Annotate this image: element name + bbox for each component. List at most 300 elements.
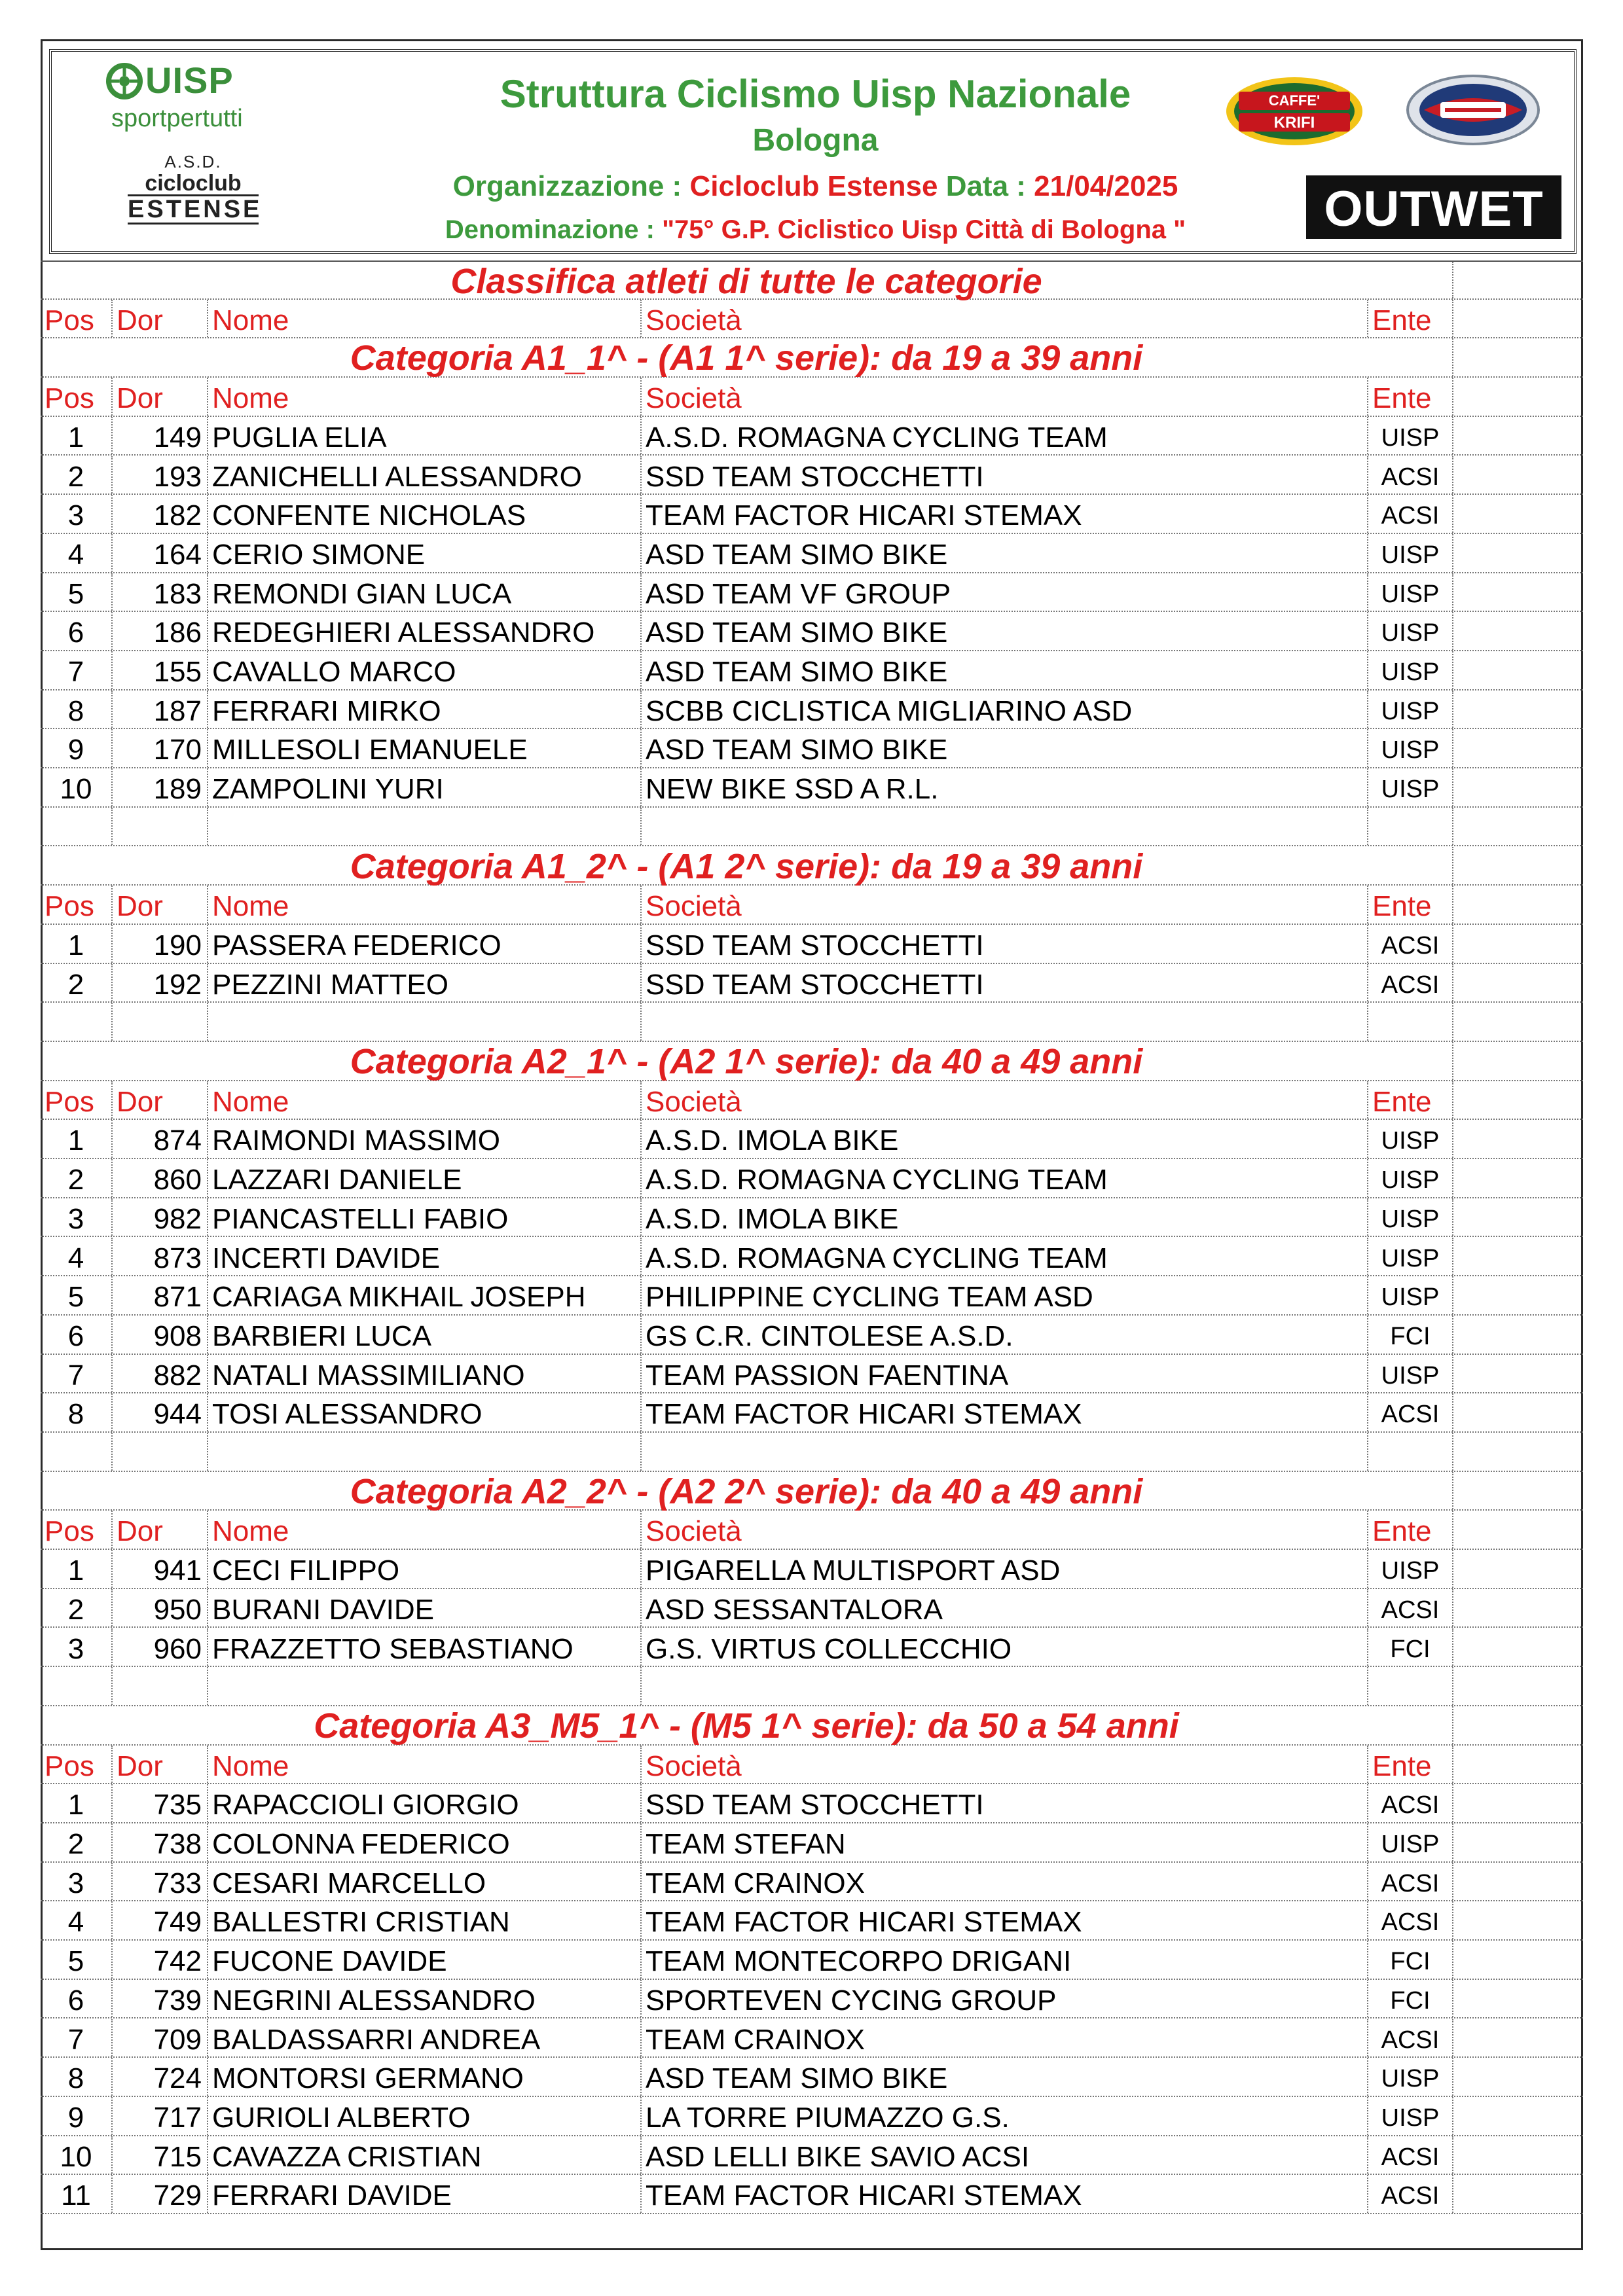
cell-dor: 149 [113, 417, 208, 455]
cell-pos: 9 [41, 2097, 113, 2135]
cell-societa: NEW BIKE SSD A R.L. [642, 768, 1368, 806]
estense-asd: A.S.D. [164, 152, 222, 171]
table-row [41, 1823, 1583, 1863]
table-row [41, 417, 1583, 456]
cell-nome: PIANCASTELLI FABIO [208, 1198, 642, 1236]
cell-pos: 1 [41, 925, 113, 963]
header-nome: Nome [208, 300, 642, 338]
cell-societa: SCBB CICLISTICA MIGLIARINO ASD [642, 691, 1368, 728]
blank-cell [1453, 808, 1583, 846]
blank-cell [1368, 1433, 1453, 1471]
header-nome: Nome [208, 1511, 642, 1549]
table-row [41, 1941, 1583, 1980]
krifi-bottom-text: KRIFI [1273, 114, 1315, 132]
table-row [41, 1393, 1583, 1433]
header-dor: Dor [113, 378, 208, 416]
denomination-label: Denominazione : [445, 215, 655, 244]
header-societa: Società [642, 1746, 1368, 1784]
cell-extra [1453, 2097, 1583, 2135]
cell-ente: UISP [1368, 2058, 1453, 2096]
cell-dor: 950 [113, 1589, 208, 1627]
blank-cell [113, 1003, 208, 1041]
cell-societa: A.S.D. ROMAGNA CYCLING TEAM [642, 1238, 1368, 1276]
cell-extra [1453, 2019, 1583, 2057]
estense-cicloclub: cicloclub [145, 171, 242, 196]
cell-dor: 882 [113, 1355, 208, 1393]
table-row [41, 1628, 1583, 1668]
cell-dor: 982 [113, 1198, 208, 1236]
cell-pos: 9 [41, 729, 113, 767]
cell-ente: UISP [1368, 1355, 1453, 1393]
cell-extra [1453, 534, 1583, 572]
category-title [41, 1706, 1583, 1746]
cell-ente: UISP [1368, 534, 1453, 572]
cell-dor: 871 [113, 1276, 208, 1314]
cell-nome: MONTORSI GERMANO [208, 2058, 642, 2096]
cell-dor: 739 [113, 1980, 208, 2018]
outwet-wordmark: OUTWET [1324, 181, 1544, 237]
cell-ente: UISP [1368, 651, 1453, 689]
blank-row [41, 808, 1583, 847]
header-dor: Dor [113, 1081, 208, 1119]
uisp-tagline: sportpertutti [111, 105, 243, 132]
blank-cell [1368, 808, 1453, 846]
cell-pos: 3 [41, 495, 113, 533]
cell-nome: BURANI DAVIDE [208, 1589, 642, 1627]
cell-nome: ZANICHELLI ALESSANDRO [208, 456, 642, 494]
cell-nome: PEZZINI MATTEO [208, 964, 642, 1002]
cell-societa: ASD TEAM SIMO BIKE [642, 729, 1368, 767]
cell-extra [1453, 417, 1583, 455]
cell-dor: 941 [113, 1550, 208, 1588]
blank-cell [1453, 1667, 1583, 1705]
cell-nome: NATALI MASSIMILIANO [208, 1355, 642, 1393]
cell-societa: LA TORRE PIUMAZZO G.S. [642, 2097, 1368, 2135]
header-societa: Società [642, 1081, 1368, 1119]
table-row [41, 1316, 1583, 1355]
cell-dor: 960 [113, 1628, 208, 1666]
blank-cell [642, 808, 1368, 846]
cell-nome: BALDASSARRI ANDREA [208, 2019, 642, 2057]
header-nome: Nome [208, 1746, 642, 1784]
table-row [41, 573, 1583, 613]
cell-extra [1453, 1941, 1583, 1979]
category-title-extra-cell [1453, 1472, 1583, 1510]
cell-nome: PUGLIA ELIA [208, 417, 642, 455]
cell-extra [1453, 768, 1583, 806]
cell-extra [1453, 1823, 1583, 1861]
cell-ente: UISP [1368, 612, 1453, 650]
cell-nome: RAPACCIOLI GIORGIO [208, 1784, 642, 1822]
cell-nome: REDEGHIERI ALESSANDRO [208, 612, 642, 650]
cell-extra [1453, 1901, 1583, 1939]
header-dor: Dor [113, 1746, 208, 1784]
column-header-row [41, 378, 1583, 417]
cell-societa: ASD LELLI BIKE SAVIO ACSI [642, 2136, 1368, 2174]
table-row [41, 2136, 1583, 2176]
header-dor: Dor [113, 886, 208, 924]
cell-nome: FUCONE DAVIDE [208, 1941, 642, 1979]
cell-nome: FERRARI MIRKO [208, 691, 642, 728]
cell-pos: 6 [41, 1316, 113, 1354]
cell-ente: FCI [1368, 1980, 1453, 2018]
cell-ente: ACSI [1368, 964, 1453, 1002]
header-title: Struttura Ciclismo Uisp Nazionale [500, 72, 1131, 116]
header-pos: Pos [41, 1511, 113, 1549]
cell-dor: 170 [113, 729, 208, 767]
cell-nome: CARIAGA MIKHAIL JOSEPH [208, 1276, 642, 1314]
caffe-krifi-logo [1224, 75, 1365, 147]
header-pos: Pos [41, 300, 113, 338]
cell-ente: UISP [1368, 1159, 1453, 1197]
cell-ente: ACSI [1368, 2019, 1453, 2057]
cell-dor: 189 [113, 768, 208, 806]
cell-extra [1453, 1120, 1583, 1158]
header-ente: Ente [1368, 378, 1453, 416]
cell-extra [1453, 1550, 1583, 1588]
cell-extra [1453, 651, 1583, 689]
header-extra-cell [1453, 1081, 1583, 1119]
category-title-extra-cell [1453, 847, 1583, 885]
cell-dor: 874 [113, 1120, 208, 1158]
cell-nome: CESARI MARCELLO [208, 1863, 642, 1901]
cell-ente: ACSI [1368, 456, 1453, 494]
table-row [41, 651, 1583, 691]
cell-societa: SSD TEAM STOCCHETTI [642, 925, 1368, 963]
estense-name: ESTENSE [128, 196, 263, 223]
cell-societa: TEAM CRAINOX [642, 2019, 1368, 2057]
blank-cell [1453, 1003, 1583, 1041]
table-title-text: Classifica atleti di tutte le categorie [41, 262, 1453, 298]
blank-cell [208, 1003, 642, 1041]
table-row [41, 1784, 1583, 1823]
header-extra-cell [1453, 1511, 1583, 1549]
cell-pos: 1 [41, 1784, 113, 1822]
cell-dor: 735 [113, 1784, 208, 1822]
cell-pos: 5 [41, 573, 113, 611]
cell-extra [1453, 1393, 1583, 1431]
blank-row [41, 1667, 1583, 1706]
category-title [41, 847, 1583, 886]
cell-dor: 186 [113, 612, 208, 650]
table-row [41, 2097, 1583, 2136]
cell-societa: TEAM FACTOR HICARI STEMAX [642, 495, 1368, 533]
cell-societa: SPORTEVEN CYCING GROUP [642, 1980, 1368, 2018]
cell-pos: 7 [41, 651, 113, 689]
header-ente: Ente [1368, 1511, 1453, 1549]
cell-societa: PHILIPPINE CYCLING TEAM ASD [642, 1276, 1368, 1314]
cell-pos: 8 [41, 691, 113, 728]
cell-pos: 2 [41, 1589, 113, 1627]
cell-societa: TEAM MONTECORPO DRIGANI [642, 1941, 1368, 1979]
cell-ente: ACSI [1368, 925, 1453, 963]
cell-nome: NEGRINI ALESSANDRO [208, 1980, 642, 2018]
cell-dor: 187 [113, 691, 208, 728]
cell-pos: 3 [41, 1863, 113, 1901]
cell-nome: CONFENTE NICHOLAS [208, 495, 642, 533]
cell-extra [1453, 612, 1583, 650]
header-city: Bologna [752, 123, 879, 158]
category-title-text: Categoria A2_2^ - (A2 2^ serie): da 40 a 49 anni [41, 1472, 1453, 1510]
cell-extra [1453, 1784, 1583, 1822]
column-header-row [41, 1511, 1583, 1550]
blank-cell [642, 1667, 1368, 1705]
header-extra-cell [1453, 300, 1583, 338]
cell-pos: 7 [41, 1355, 113, 1393]
column-header-row [41, 1081, 1583, 1121]
cell-ente: UISP [1368, 1550, 1453, 1588]
cell-societa: ASD TEAM SIMO BIKE [642, 612, 1368, 650]
cell-extra [1453, 729, 1583, 767]
cell-extra [1453, 495, 1583, 533]
outwet-logo [1306, 175, 1561, 239]
cell-extra [1453, 2136, 1583, 2174]
cell-pos: 6 [41, 1980, 113, 2018]
category-title-text: Categoria A1_1^ - (A1 1^ serie): da 19 a 39 anni [41, 338, 1453, 376]
cell-nome: CAVAZZA CRISTIAN [208, 2136, 642, 2174]
table-row [41, 1550, 1583, 1589]
cell-societa: A.S.D. IMOLA BIKE [642, 1198, 1368, 1236]
cell-ente: ACSI [1368, 1393, 1453, 1431]
header-societa: Società [642, 886, 1368, 924]
cell-extra [1453, 456, 1583, 494]
cell-societa: ASD TEAM SIMO BIKE [642, 534, 1368, 572]
sponsor-badge-logo [1404, 73, 1542, 147]
cell-nome: CERIO SIMONE [208, 534, 642, 572]
cell-societa: A.S.D. ROMAGNA CYCLING TEAM [642, 417, 1368, 455]
cell-pos: 2 [41, 456, 113, 494]
header-ente: Ente [1368, 300, 1453, 338]
cell-extra [1453, 1355, 1583, 1393]
table-row [41, 1901, 1583, 1941]
cell-societa: SSD TEAM STOCCHETTI [642, 456, 1368, 494]
cell-societa: ASD TEAM VF GROUP [642, 573, 1368, 611]
header-nome: Nome [208, 378, 642, 416]
cell-nome: CAVALLO MARCO [208, 651, 642, 689]
header-dor: Dor [113, 1511, 208, 1549]
blank-cell [41, 1667, 113, 1705]
cell-pos: 1 [41, 417, 113, 455]
table-title-extra-cell [1453, 262, 1583, 298]
table-row [41, 456, 1583, 495]
cell-societa: ASD TEAM SIMO BIKE [642, 2058, 1368, 2096]
cell-ente: FCI [1368, 1628, 1453, 1666]
cell-dor: 709 [113, 2019, 208, 2057]
table-row [41, 925, 1583, 964]
header-societa: Società [642, 378, 1368, 416]
cell-ente: UISP [1368, 1238, 1453, 1276]
cell-nome: ZAMPOLINI YURI [208, 768, 642, 806]
org-value: Cicloclub Estense [689, 170, 938, 202]
table-row [41, 1159, 1583, 1198]
cell-extra [1453, 1863, 1583, 1901]
cell-ente: UISP [1368, 1823, 1453, 1861]
cell-extra [1453, 691, 1583, 728]
table-row [41, 1238, 1583, 1277]
category-title [41, 338, 1583, 378]
table-row [41, 2058, 1583, 2097]
table-row [41, 1863, 1583, 1902]
cell-ente: ACSI [1368, 1784, 1453, 1822]
cell-societa: TEAM CRAINOX [642, 1863, 1368, 1901]
cell-nome: GURIOLI ALBERTO [208, 2097, 642, 2135]
cell-pos: 1 [41, 1120, 113, 1158]
cell-pos: 5 [41, 1276, 113, 1314]
blank-cell [41, 1433, 113, 1471]
cell-extra [1453, 925, 1583, 963]
cell-pos: 1 [41, 1550, 113, 1588]
cell-societa: ASD TEAM SIMO BIKE [642, 651, 1368, 689]
blank-cell [1368, 1003, 1453, 1041]
cicloclub-estense-logo [128, 152, 263, 230]
cell-ente: FCI [1368, 1316, 1453, 1354]
category-title-extra-cell [1453, 338, 1583, 376]
header-nome: Nome [208, 886, 642, 924]
cell-dor: 749 [113, 1901, 208, 1939]
category-title-extra-cell [1453, 1042, 1583, 1080]
column-header-row [41, 300, 1583, 339]
krifi-top-text: CAFFE' [1268, 92, 1321, 109]
cell-societa: A.S.D. IMOLA BIKE [642, 1120, 1368, 1158]
cell-dor: 193 [113, 456, 208, 494]
cell-ente: ACSI [1368, 1589, 1453, 1627]
denomination-value: "75° G.P. Ciclistico Uisp Città di Bologna " [662, 215, 1186, 244]
cell-societa: TEAM FACTOR HICARI STEMAX [642, 1901, 1368, 1939]
table-title [41, 260, 1583, 300]
cell-pos: 2 [41, 1159, 113, 1197]
cell-extra [1453, 1276, 1583, 1314]
cell-pos: 10 [41, 768, 113, 806]
blank-cell [113, 1667, 208, 1705]
header-dor: Dor [113, 300, 208, 338]
table-row [41, 534, 1583, 573]
header-ente: Ente [1368, 1746, 1453, 1784]
cell-dor: 733 [113, 1863, 208, 1901]
cell-ente: UISP [1368, 729, 1453, 767]
date-value: 21/04/2025 [1034, 170, 1178, 202]
blank-cell [208, 1667, 642, 1705]
uisp-wheel-icon [105, 62, 144, 101]
category-title-text: Categoria A2_1^ - (A2 1^ serie): da 40 a 49 anni [41, 1042, 1453, 1080]
cell-extra [1453, 964, 1583, 1002]
cell-extra [1453, 1628, 1583, 1666]
cell-extra [1453, 1589, 1583, 1627]
cell-dor: 908 [113, 1316, 208, 1354]
header-societa: Società [642, 300, 1368, 338]
blank-row [41, 1003, 1583, 1042]
column-header-row [41, 1746, 1583, 1785]
cell-nome: MILLESOLI EMANUELE [208, 729, 642, 767]
cell-nome: BALLESTRI CRISTIAN [208, 1901, 642, 1939]
blank-cell [208, 808, 642, 846]
cell-ente: ACSI [1368, 1863, 1453, 1901]
cell-ente: UISP [1368, 1276, 1453, 1314]
cell-nome: REMONDI GIAN LUCA [208, 573, 642, 611]
header-pos: Pos [41, 886, 113, 924]
cell-ente: UISP [1368, 768, 1453, 806]
cell-pos: 10 [41, 2136, 113, 2174]
cell-ente: UISP [1368, 1198, 1453, 1236]
blank-cell [1368, 1667, 1453, 1705]
table-row [41, 1120, 1583, 1159]
blank-cell [41, 1003, 113, 1041]
cell-dor: 717 [113, 2097, 208, 2135]
cell-dor: 738 [113, 1823, 208, 1861]
cell-nome: PASSERA FEDERICO [208, 925, 642, 963]
cell-nome: COLONNA FEDERICO [208, 1823, 642, 1861]
category-title [41, 1472, 1583, 1511]
cell-nome: FRAZZETTO SEBASTIANO [208, 1628, 642, 1666]
cell-pos: 5 [41, 1941, 113, 1979]
cell-societa: TEAM PASSION FAENTINA [642, 1355, 1368, 1393]
cell-societa: TEAM FACTOR HICARI STEMAX [642, 2175, 1368, 2213]
blank-cell [1453, 1433, 1583, 1471]
cell-pos: 4 [41, 1901, 113, 1939]
cell-pos: 4 [41, 1238, 113, 1276]
cell-ente: ACSI [1368, 2136, 1453, 2174]
cell-ente: UISP [1368, 691, 1453, 728]
cell-dor: 860 [113, 1159, 208, 1197]
header-nome: Nome [208, 1081, 642, 1119]
header-ente: Ente [1368, 886, 1453, 924]
org-label: Organizzazione : [452, 170, 682, 202]
cell-ente: UISP [1368, 573, 1453, 611]
uisp-logo [105, 59, 275, 141]
cell-ente: UISP [1368, 1120, 1453, 1158]
cell-dor: 944 [113, 1393, 208, 1431]
table-row [41, 1198, 1583, 1238]
cell-ente: ACSI [1368, 495, 1453, 533]
cell-societa: SSD TEAM STOCCHETTI [642, 1784, 1368, 1822]
cell-pos: 4 [41, 534, 113, 572]
cell-pos: 7 [41, 2019, 113, 2057]
table-row [41, 729, 1583, 768]
header-extra-cell [1453, 378, 1583, 416]
header-extra-cell [1453, 886, 1583, 924]
cell-dor: 873 [113, 1238, 208, 1276]
cell-ente: UISP [1368, 417, 1453, 455]
cell-societa: ASD SESSANTALORA [642, 1589, 1368, 1627]
cell-ente: ACSI [1368, 2175, 1453, 2213]
table-row [41, 495, 1583, 534]
cell-societa: TEAM FACTOR HICARI STEMAX [642, 1393, 1368, 1431]
cell-extra [1453, 1238, 1583, 1276]
header-extra-cell [1453, 1746, 1583, 1784]
cell-dor: 164 [113, 534, 208, 572]
cell-pos: 11 [41, 2175, 113, 2213]
header-ente: Ente [1368, 1081, 1453, 1119]
header-pos: Pos [41, 1081, 113, 1119]
table-row [41, 964, 1583, 1003]
header-pos: Pos [41, 1746, 113, 1784]
blank-cell [642, 1433, 1368, 1471]
table-row [41, 1355, 1583, 1394]
blank-cell [113, 808, 208, 846]
cell-extra [1453, 2058, 1583, 2096]
cell-societa: A.S.D. ROMAGNA CYCLING TEAM [642, 1159, 1368, 1197]
cell-dor: 192 [113, 964, 208, 1002]
cell-dor: 742 [113, 1941, 208, 1979]
cell-pos: 2 [41, 964, 113, 1002]
blank-cell [41, 808, 113, 846]
cell-pos: 3 [41, 1198, 113, 1236]
cell-nome: LAZZARI DANIELE [208, 1159, 642, 1197]
cell-extra [1453, 2175, 1583, 2213]
column-header-row [41, 886, 1583, 925]
cell-extra [1453, 573, 1583, 611]
cell-nome: CECI FILIPPO [208, 1550, 642, 1588]
cell-ente: FCI [1368, 1941, 1453, 1979]
